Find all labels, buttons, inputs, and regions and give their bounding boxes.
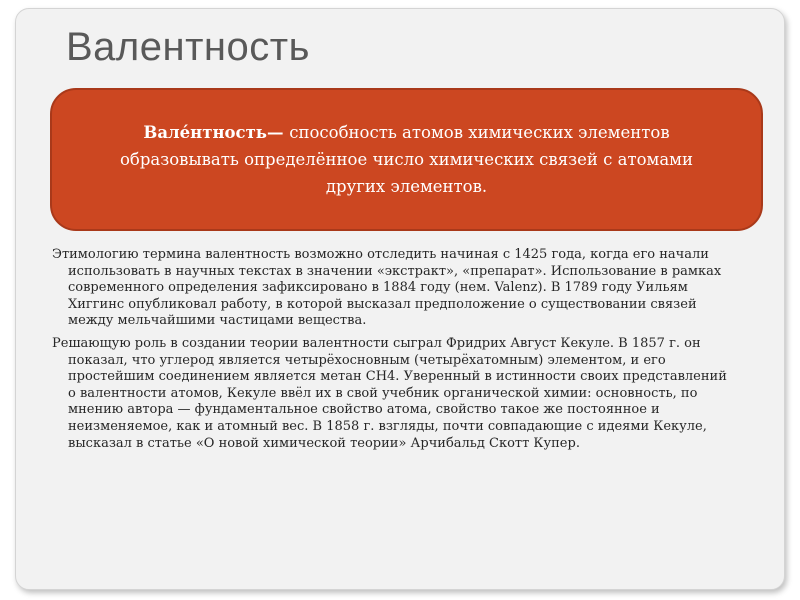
- definition-body: способность атомов химических элементов образовывать определённое число химических связей с атомами других элементов.: [119, 123, 694, 196]
- body-text: [52, 247, 732, 458]
- slide: [15, 8, 785, 590]
- definition-term: Вале́нтность: [143, 123, 267, 142]
- slide-title: Валентность: [66, 25, 310, 69]
- definition-text: [92, 119, 721, 200]
- definition-box: [50, 88, 763, 231]
- paragraph-kekule: Решающую роль в создании теории валентности сыграл Фридрих Август Кекуле. В 1857 г. он показал, что углерод является четырёхосновным (четырёхатомным) элементом, и его простейшим соединением является метан CH4. Уверенный в истинности своих представлений о валентности атомов, Кекуле ввёл их в свой учебник органической химии: основность, по мнению автора — фундаментальное свойство атома, свойство такое же постоянное и неизменяемое, как и атомный вес. В 1858 г. взгляды, почти совпадающие с идеями Кекуле, высказал в статье «О новой химической теории» Арчибальд Скотт Купер.: [52, 335, 727, 451]
- definition-dash: —: [267, 123, 290, 142]
- paragraph-etymology: Этимологию термина валентность возможно отследить начиная с 1425 года, когда его начали использовать в научных текстах в значении «экстракт», «препарат». Использование в рамках современного определения зафиксировано в 1884 году (нем. Valenz). В 1789 году Уильям Хиггинс опубликовал работу, в которой высказал предположение о существовании связей между мельчайшими частицами вещества.: [52, 247, 722, 329]
